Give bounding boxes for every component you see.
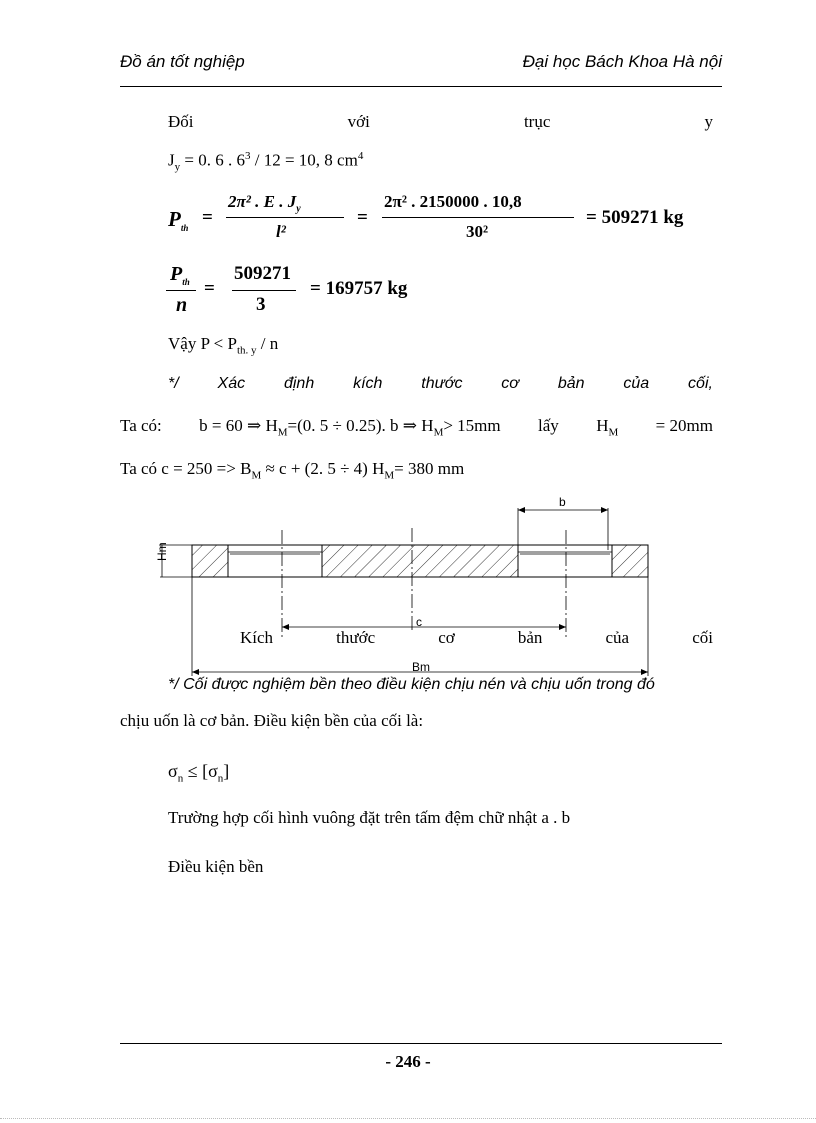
line-bm: Ta có $c = 250 => B_M \approx c + (2$. 5 ÷ 4) $H_M= 380$ mm: [120, 459, 465, 482]
para-doi-voi-truc: [168, 112, 713, 132]
page-number: - 246 -: [385, 1052, 431, 1071]
label-hm: Hm: [155, 542, 169, 561]
fraction-bar: [382, 217, 574, 218]
formula1-num1: 2π² . E . $J_y$: [228, 192, 301, 215]
word: trục: [523, 112, 551, 131]
condition-text: Điều kiện bền: [168, 857, 264, 876]
footer-rule: [120, 1043, 722, 1044]
jy-line: $J_y = 0$. 6 . $6^3 / 12 = 10$, 8 $cm^4$: [168, 150, 364, 174]
formula2-den1: n: [176, 294, 188, 316]
header-left: Đồ án tốt nghiệp: [120, 52, 245, 71]
fraction-bar: [166, 290, 196, 291]
label-bm: Bm: [412, 660, 430, 674]
fraction-bar: [226, 217, 344, 218]
formula2-den2: 3: [256, 294, 266, 315]
header-right: Đại học Bách Khoa Hà nội: [522, 52, 722, 71]
conclusion-line: Vậy $P < P_{th. y} / n$: [168, 334, 279, 357]
section-heading-dimensions: */ Xác định kích thước cơ bản của cối,: [168, 375, 713, 392]
fraction-bar: [232, 290, 296, 291]
formula1-eq2: =: [357, 207, 368, 228]
page-edge: [0, 1118, 816, 1119]
section-heading-strength: */ Cối được nghiệm bền theo điều kiện chịu nén và chịu uốn trong đó: [168, 676, 655, 693]
formula2-eq: =: [204, 278, 215, 299]
formula1-result: = 509271 kg: [586, 207, 684, 228]
case-text: Trường hợp cối hình vuông đặt trên tấm đệm chữ nhật a . b: [168, 808, 571, 827]
formula2-num2: 509271: [234, 263, 291, 284]
recess-left: [228, 545, 322, 577]
word: Đối: [168, 112, 194, 131]
section-text: chịu uốn là cơ bản. Điều kiện bền của cối là:: [120, 711, 424, 730]
word: với: [347, 112, 370, 131]
recess-right: [518, 545, 612, 577]
label-b: b: [559, 495, 566, 509]
formula1-num2: 2π² . 2150000 . 10,8: [384, 192, 522, 211]
formula2-num1: $P_{th}$: [170, 263, 190, 287]
cross-section-diagram: [130, 490, 690, 685]
formula1-lhs: $P_{th}$: [168, 207, 189, 234]
line-hm: Ta có: b = 60 ⇒ $H_M=(0$. 5 ÷ 0.25). b ⇒ $H_M> 15mm$ lấy $H_M$ = 20mm: [120, 416, 713, 439]
header-rule: [120, 86, 722, 87]
diagram-caption: Kích thước cơ bản của cối: [240, 628, 713, 647]
formula1-den1: l²: [276, 222, 286, 241]
formula1-eq: =: [202, 207, 213, 228]
label-c: c: [416, 615, 422, 629]
formula2-result: = 169757 kg: [310, 278, 408, 299]
formula1-den2: 30²: [466, 222, 489, 241]
word: y: [704, 112, 713, 131]
sigma-condition: $\sigma_n \le [\sigma_n]$: [168, 761, 230, 785]
